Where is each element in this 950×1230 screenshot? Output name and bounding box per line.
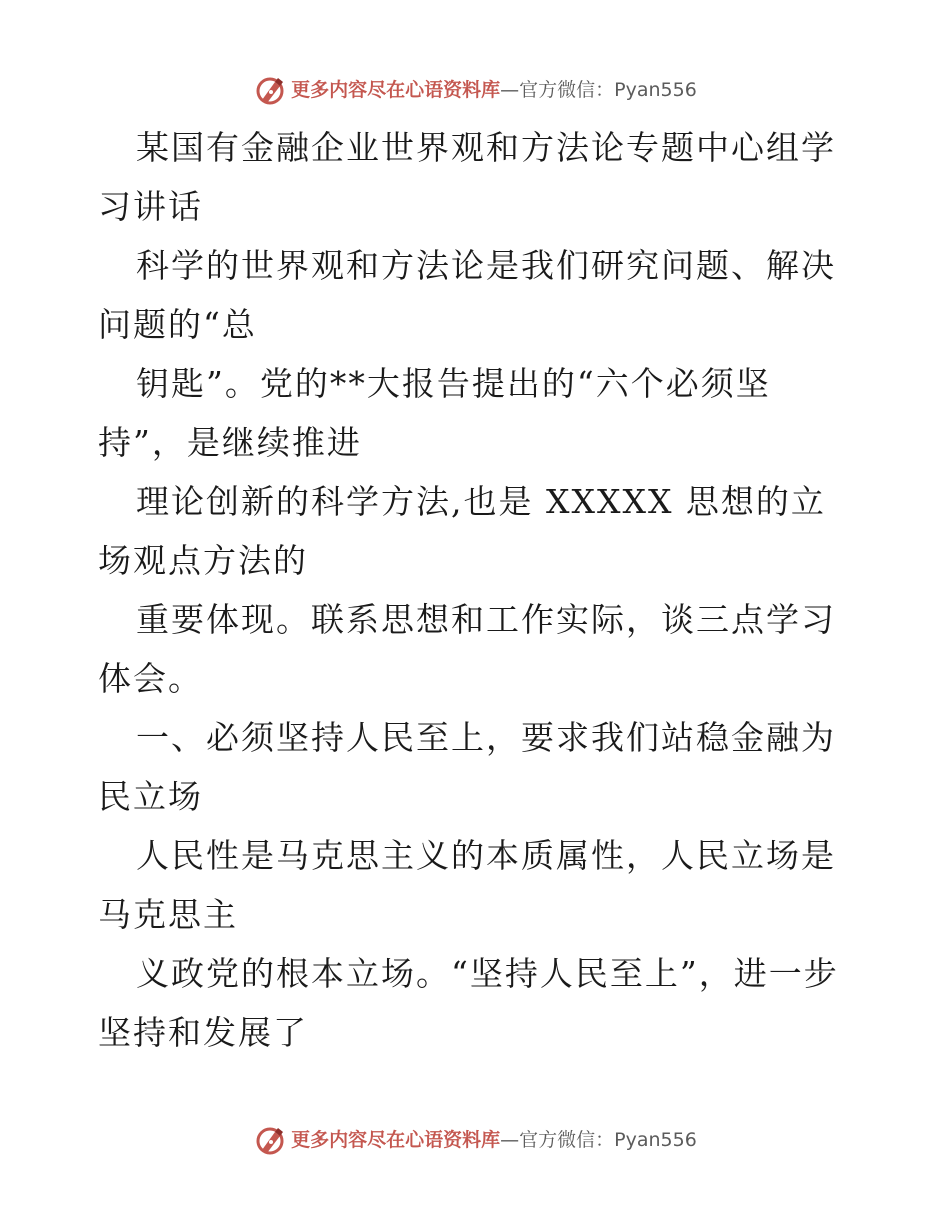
watermark-contact-text: —官方微信：Pyan556: [500, 1129, 697, 1151]
watermark-brand-text: 更多内容尽在心语资料库: [291, 79, 501, 101]
watermark-contact-text: —官方微信：Pyan556: [500, 79, 697, 101]
pen-nib-circle-icon: [253, 73, 287, 107]
paragraph: 人民性是马克思主义的本质属性，人民立场是马克思主: [98, 836, 836, 934]
pen-nib-circle-icon: [253, 1123, 287, 1157]
header-watermark: [0, 70, 950, 110]
watermark-brand-text: 更多内容尽在心语资料库: [291, 1129, 501, 1151]
paragraph: 科学的世界观和方法论是我们研究问题、解决问题的“总: [98, 246, 836, 344]
document-body: [98, 118, 858, 1062]
document-title: 某国有金融企业世界观和方法论专题中心组学习讲话: [98, 128, 836, 226]
paragraph: 重要体现。联系思想和工作实际，谈三点学习体会。: [98, 600, 836, 698]
paragraph: 义政党的根本立场。“坚持人民至上”，进一步坚持和发展了: [98, 954, 839, 1052]
footer-watermark: [0, 1120, 950, 1160]
paragraph: 钥匙”。党的**大报告提出的“六个必须坚持”，是继续推进: [98, 364, 771, 462]
section-heading: 一、必须坚持人民至上，要求我们站稳金融为民立场: [98, 718, 836, 816]
paragraph: 理论创新的科学方法,也是 XXXXX 思想的立场观点方法的: [98, 482, 826, 580]
